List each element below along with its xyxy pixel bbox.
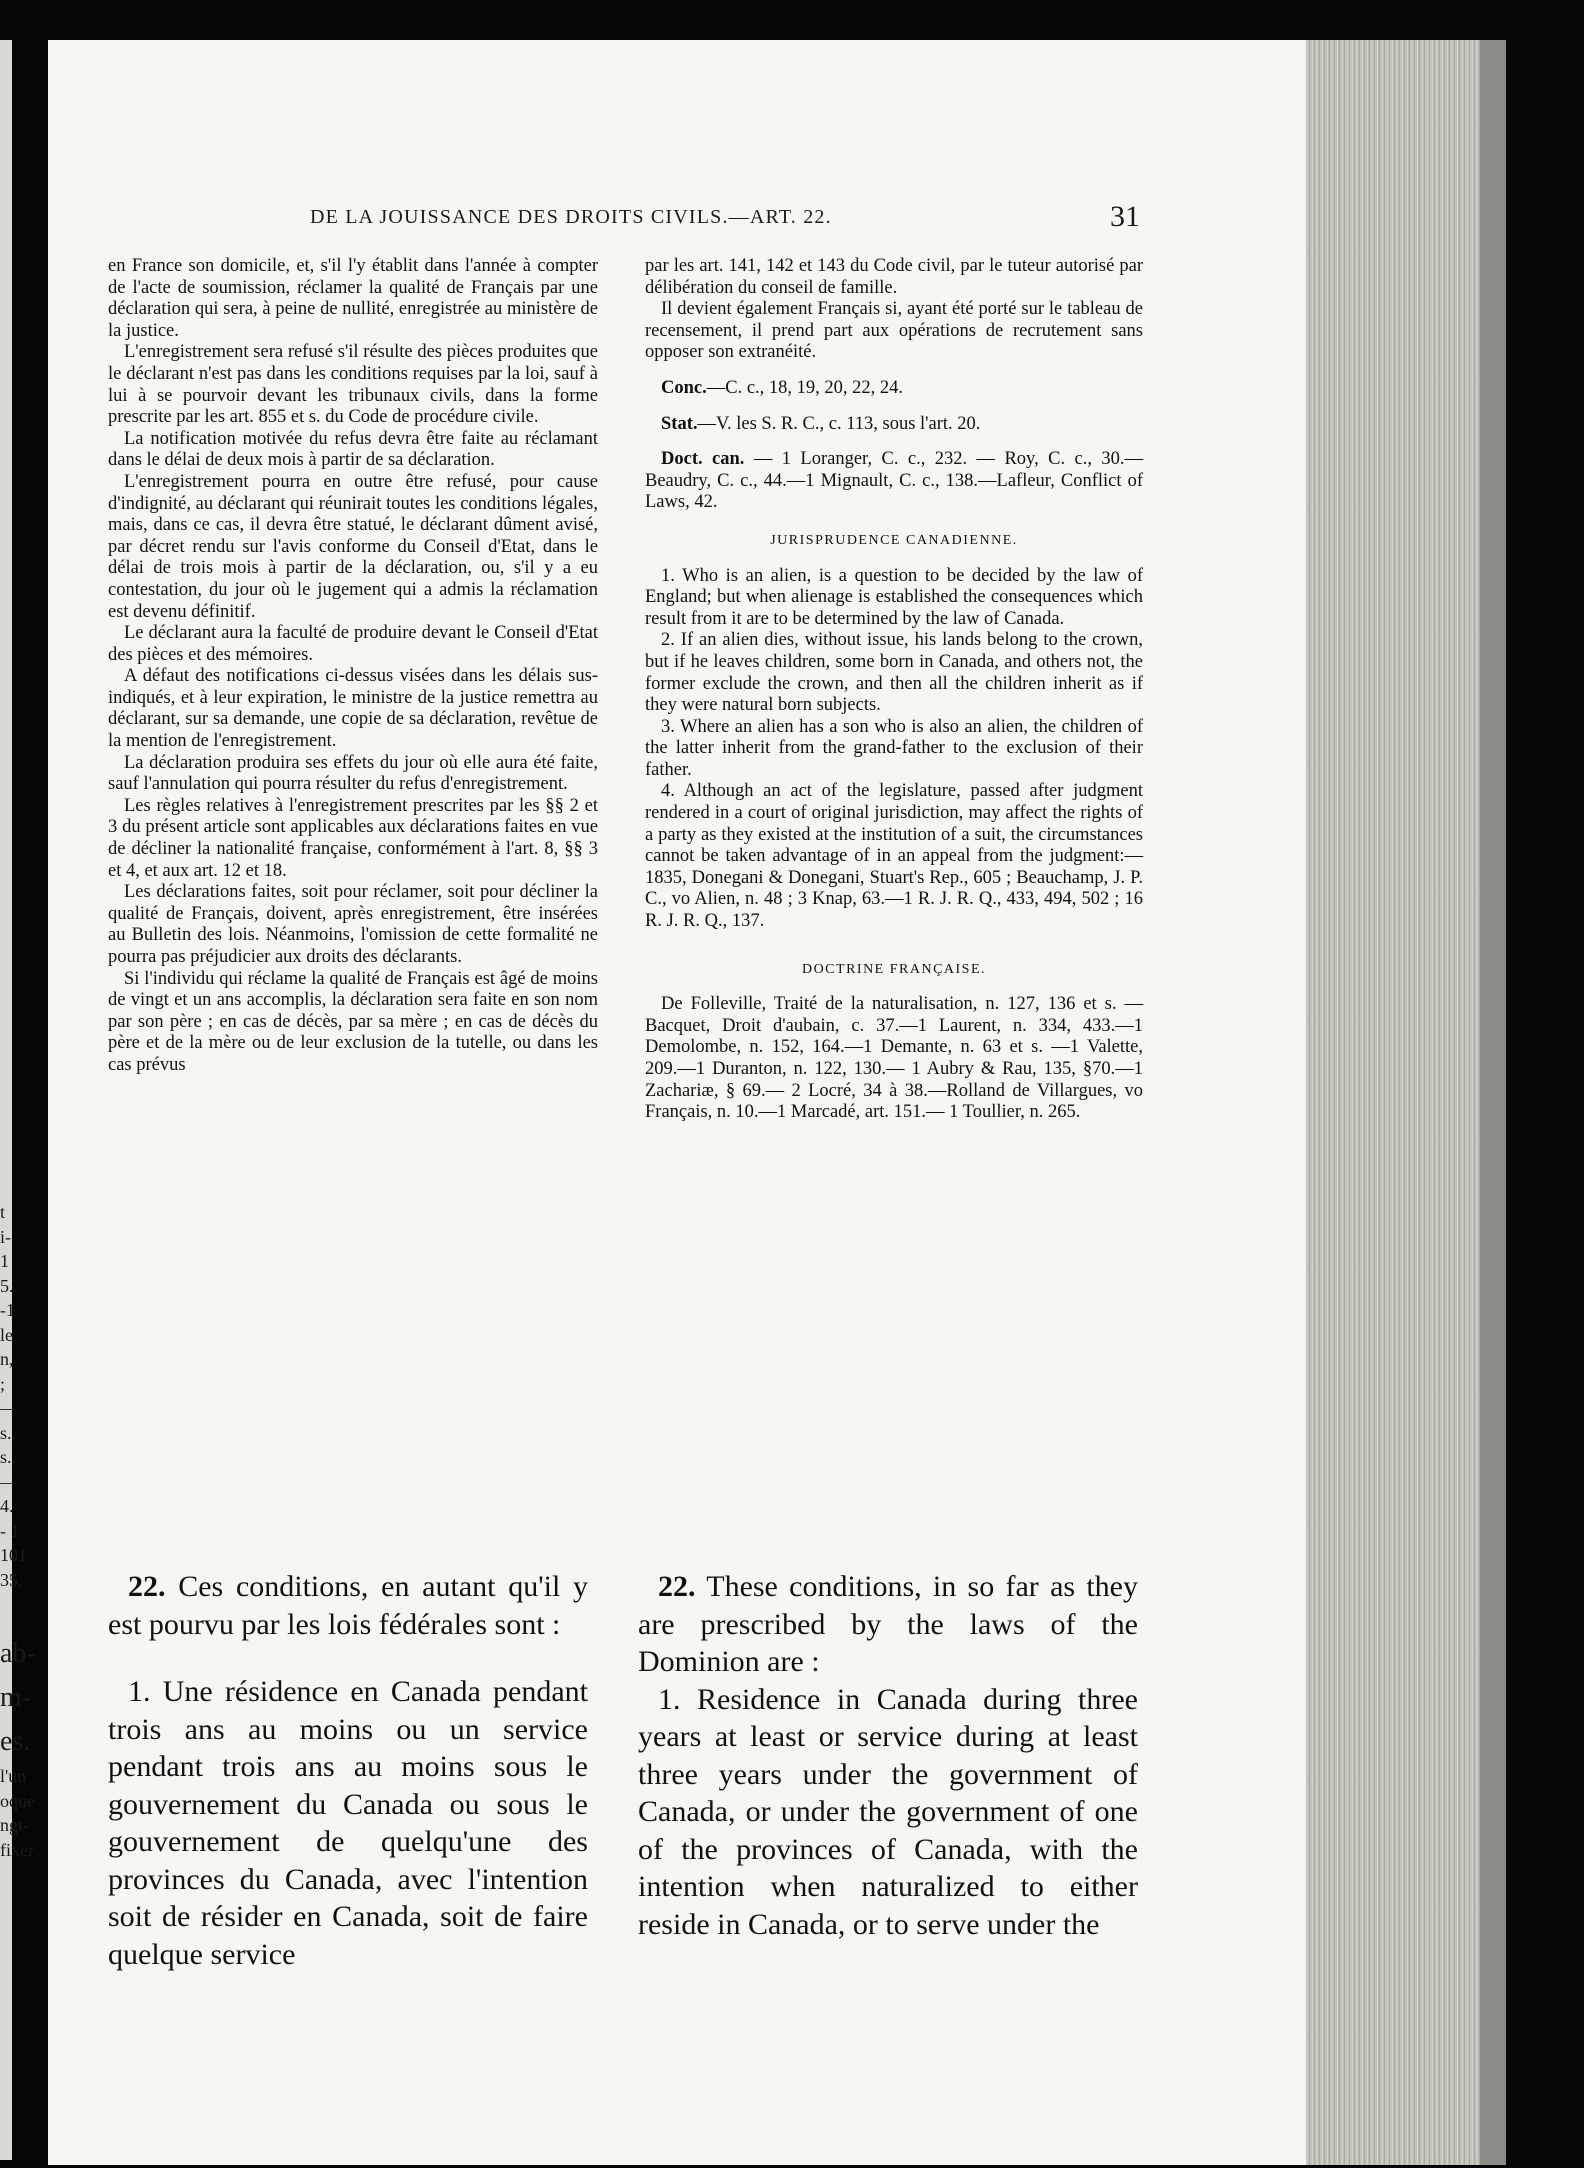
paragraph: L'enregistrement sera refusé s'il résulte des pièces produites que le déclarant n'est pas dans les conditions requises par la loi, sauf à lui à se pourvoir devant les tribunaux civils, dans la forme prescrite par les art. 855 et s. du Code de procédure civile. <box>108 342 598 428</box>
juris-item: 1. Who is an alien, is a question to be decided by the law of England; but when alienage is established the consequences which result from it are to be determined by the law of Canada. <box>645 565 1143 629</box>
jurisprudence-heading: JURISPRUDENCE CANADIENNE. <box>770 532 1018 548</box>
margin-fragment: ab- <box>0 1638 36 1669</box>
juris-item: 2. If an alien dies, without issue, his lands belong to the crown, but if he leaves children, some born in Canada, and others not, the former exclude the crown, and then all the children inherit as if they were natural born subjects. <box>645 630 1143 716</box>
concordance-ref <box>645 378 1143 400</box>
paragraph: en France son domicile, et, s'il l'y établit dans l'année à compter de l'acte de soumission, réclamer la qualité de Français par une déclaration qui sera, à peine de nullité, enregistrée au ministère de la justice. <box>108 256 598 341</box>
margin-fragment: s., <box>0 1422 17 1443</box>
paragraph: L'enregistrement pourra en outre être refusé, pour cause d'indignité, au déclarant qui réunirait toutes les conditions légales, mais, dans ce cas, il devra être statué, le déclarant dûment avisé, par décret rendu sur l'avis conforme du Conseil d'Etat, dans le délai de trois mois à partir de la déclaration, ou, s'il y a eu contestation, du jour où le jugement qui a admis la réclamation est devenu définitif. <box>108 471 598 622</box>
margin-fragment: i- <box>0 1226 11 1247</box>
right-column <box>645 256 1143 1124</box>
paragraph: par les art. 141, 142 et 143 du Code civil, par le tuteur autorisé par délibération du conseil de famille. <box>645 256 1143 298</box>
statute-ref <box>645 414 1143 436</box>
doct-label: Doct. can. <box>661 449 745 470</box>
margin-fragment: 4. <box>0 1496 14 1516</box>
doct-text: — 1 Loranger, C. c., 232. — Roy, C. c., 30.—Beaudry, C. c., 44.—1 Mignault, C. c., 138.—Lafleur, Conflict of Laws, 42. <box>645 449 1144 513</box>
article-en-intro <box>638 1568 1138 1681</box>
margin-fragment: — <box>0 1471 18 1492</box>
margin-fragment: - 1 <box>0 1520 20 1541</box>
margin-fragment: -1 <box>0 1300 15 1320</box>
running-title: DE LA JOUISSANCE DES DROITS CIVILS.—ART. 22. <box>310 206 832 228</box>
conc-label: Conc. <box>661 377 707 398</box>
margin-fragment: oque <box>0 1790 35 1811</box>
juris-item: 3. Where an alien has a son who is also an alien, the children of the latter inherit from the grand-father to the exclusion of their father. <box>645 716 1143 780</box>
margin-fragment: es. <box>0 1726 31 1757</box>
article-en <box>638 1568 1138 1943</box>
margin-fragment: ; <box>0 1373 6 1394</box>
margin-fragment: s., <box>0 1447 17 1467</box>
stat-text: —V. les S. R. C., c. 113, sous l'art. 20. <box>697 413 981 434</box>
doctrine-text: De Folleville, Traité de la naturalisation, n. 127, 136 et s. — Bacquet, Droit d'aubain, c. 37.—1 Laurent, n. 334, 433.—1 Demolombe, n. 152, 164.—1 Demante, n. 63 et s. —1 Valette, 209.—1 Duranton, n. 122, 130.— 1 Aubry & Rau, 135, §70.—1 Zachariæ, § 69.— 2 Locré, 34 à 38.—Rolland de Villargues, vo Français, n. 10.—1 Marcadé, art. 151.— 1 Toullier, n. 265. <box>645 994 1143 1123</box>
paragraph: Le déclarant aura la faculté de produire devant le Conseil d'Etat des pièces et des mémoires. <box>108 623 598 665</box>
margin-fragment: 5. <box>0 1275 14 1296</box>
article-fr-item1: 1. Une résidence en Canada pendant trois ans au moins ou un service pendant trois ans au moins sous le gouvernement du Canada ou sous le gouvernement de quelqu'une des provinces du Canada, avec l'intention soit de résider en Canada, soit de faire quelque service <box>108 1675 588 1971</box>
paragraph: La notification motivée du refus devra être faite au réclamant dans le délai de deux mois à partir de sa déclaration. <box>108 428 598 471</box>
conc-text: —C. c., 18, 19, 20, 22, 24. <box>706 377 904 398</box>
stat-label: Stat. <box>661 413 698 434</box>
paragraph: Si l'individu qui réclame la qualité de Français est âgé de moins de vingt et un ans accomplis, la déclaration sera faite en son nom par son père ; en cas de décès, par sa mère ; en cas de décès du père et de la mère ou de leur exclusion de la tutelle, ou dans les cas prévus <box>108 968 598 1075</box>
previous-page-fragments <box>0 1200 55 1862</box>
margin-fragment: — <box>0 1398 18 1418</box>
paragraph: A défaut des notifications ci-dessus visées dans les délais sus-indiqués, et à leur expiration, le ministre de la justice remettra au déclarant, sur sa demande, une copie de sa déclaration, revêtue de la mention de l'enregistrement. <box>108 666 598 752</box>
article-fr-intro-text: Ces conditions, en autant qu'il y est pourvu par les lois fédérales sont : <box>108 1570 588 1641</box>
article-en-intro-text: These conditions, in so far as they are prescribed by the laws of the Dominion are : <box>638 1570 1138 1678</box>
left-column <box>108 256 598 1077</box>
article-number: 22. <box>128 1570 166 1603</box>
juris-item: 4. Although an act of the legislature, passed after judgment rendered in a court of original jurisdiction, may affect the rights of a party as they existed at the institution of a suit, the circumstances cannot be taken advantage of in an appeal from the judgment:— 1835, Donegani & Donegani, Stuart's Rep., 605 ; Beauchamp, J. P. C., vo Alien, n. 48 ; 3 Knap, 63.—1 R. J. R. Q., 433, 494, 502 ; 16 R. J. R. Q., 137. <box>645 781 1143 932</box>
margin-fragment: fixer <box>0 1839 34 1860</box>
page-number: 31 <box>1110 200 1140 233</box>
margin-fragment: le <box>0 1324 13 1345</box>
article-fr-intro <box>108 1568 588 1643</box>
article-fr <box>108 1568 588 1973</box>
references <box>645 378 1143 514</box>
margin-fragment: 101 <box>0 1545 27 1565</box>
margin-fragment: 35, <box>0 1569 23 1590</box>
margin-fragment: n, <box>0 1349 14 1369</box>
margin-fragment: ngt- <box>0 1815 29 1835</box>
article-number: 22. <box>658 1570 696 1603</box>
paragraph: Les règles relatives à l'enregistrement prescrites par les §§ 2 et 3 du présent article sont applicables aux déclarations faites en vue de décliner la nationalité française, conformément à l'art. 8, §§ 3 et 4, et aux art. 12 et 18. <box>108 795 598 881</box>
page-block-shadow <box>1480 40 1506 2165</box>
margin-fragment: m- <box>0 1682 32 1713</box>
paragraph: Les déclarations faites, soit pour réclamer, soit pour décliner la qualité de Français, doivent, après enregistrement, être insérées au Bulletin des lois. Néanmoins, l'omission de cette formalité ne pourra pas préjudicier aux droits des déclarants. <box>108 882 598 967</box>
page-block-edge <box>1306 40 1506 2165</box>
doctrine-can-ref <box>645 449 1143 514</box>
paragraph: Il devient également Français si, ayant été porté sur le tableau de recensement, il prend part aux opérations de recrutement sans opposer son extranéité. <box>645 299 1143 363</box>
margin-fragment: 1 <box>0 1251 9 1271</box>
margin-fragment: l'un <box>0 1766 27 1786</box>
margin-fragment: t <box>0 1202 6 1222</box>
paragraph: La déclaration produira ses effets du jour où elle aura été faite, sauf l'annulation qui pourra résulter du refus d'enregistrement. <box>108 752 598 795</box>
doctrine-heading: DOCTRINE FRANÇAISE. <box>801 961 987 977</box>
article-en-item1: 1. Residence in Canada during three years at least or service during at least three years under the government of Canada, or under the government of one of the provinces of Canada, with the intention when naturalized to either reside in Canada, or to serve under the <box>638 1682 1138 1941</box>
